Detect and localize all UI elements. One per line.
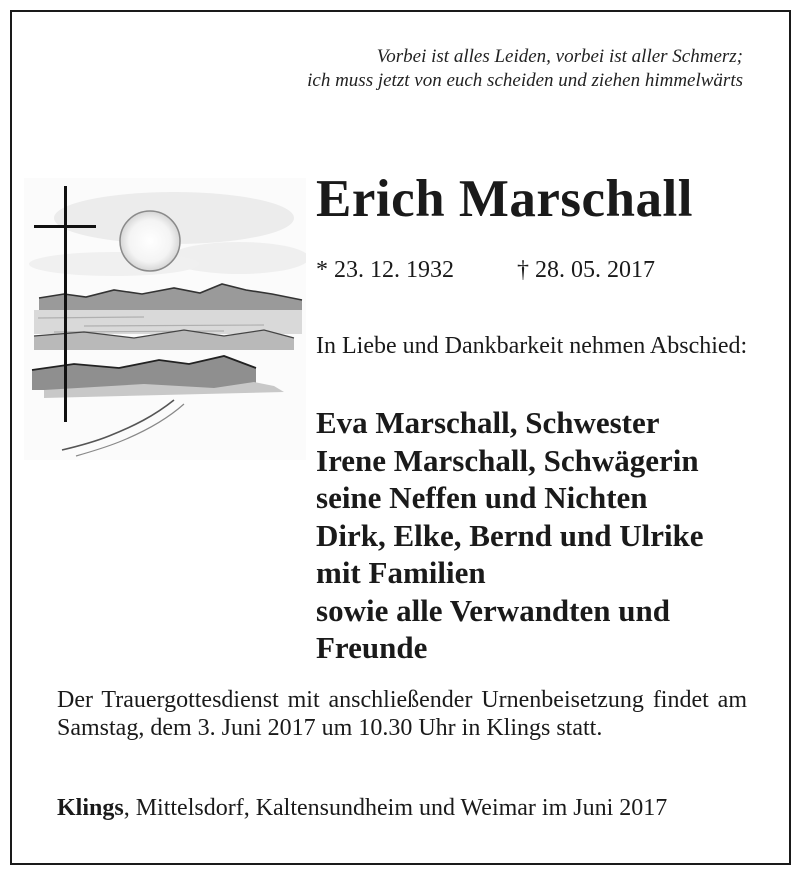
mourners-list: [316, 404, 704, 667]
cross-and-sunset-landscape-icon: [24, 178, 306, 460]
mourner-line: Irene Marschall, Schwägerin: [316, 442, 699, 478]
poem-line-1: Vorbei ist alles Leiden, vorbei ist aller Schmerz;: [376, 46, 743, 67]
mourner-line: seine Neffen und Nichten: [316, 480, 648, 515]
poem-verse: [183, 45, 743, 93]
deceased-name: Erich Marschall: [316, 170, 693, 228]
mourner-line: mit Familien: [316, 555, 486, 590]
mourner-line: Eva Marschall, Schwester: [316, 405, 660, 440]
mourner-line: sowie alle Verwandten und: [316, 592, 670, 628]
place-and-date: [57, 794, 667, 822]
death-date: † 28. 05. 2017: [517, 257, 655, 283]
place-rest: , Mittelsdorf, Kaltensundheim und Weimar im Juni 2017: [123, 795, 668, 821]
poem-line-2: ich muss jetzt von euch scheiden und ziehen himmelwärts: [307, 70, 743, 91]
mourner-line: Freunde: [316, 630, 428, 665]
life-dates: [316, 256, 655, 284]
birth-date: * 23. 12. 1932: [316, 257, 454, 283]
place-town: Klings: [57, 795, 124, 821]
farewell-intro: In Liebe und Dankbarkeit nehmen Abschied:: [316, 333, 748, 359]
mourner-line: Dirk, Elke, Bernd und Ulrike: [316, 517, 704, 553]
funeral-service-info: Der Trauergottesdienst mit anschließender Urnenbeisetzung findet am Samstag, dem 3. Juni 2017 um 10.30 Uhr in Klings statt.: [57, 687, 747, 741]
